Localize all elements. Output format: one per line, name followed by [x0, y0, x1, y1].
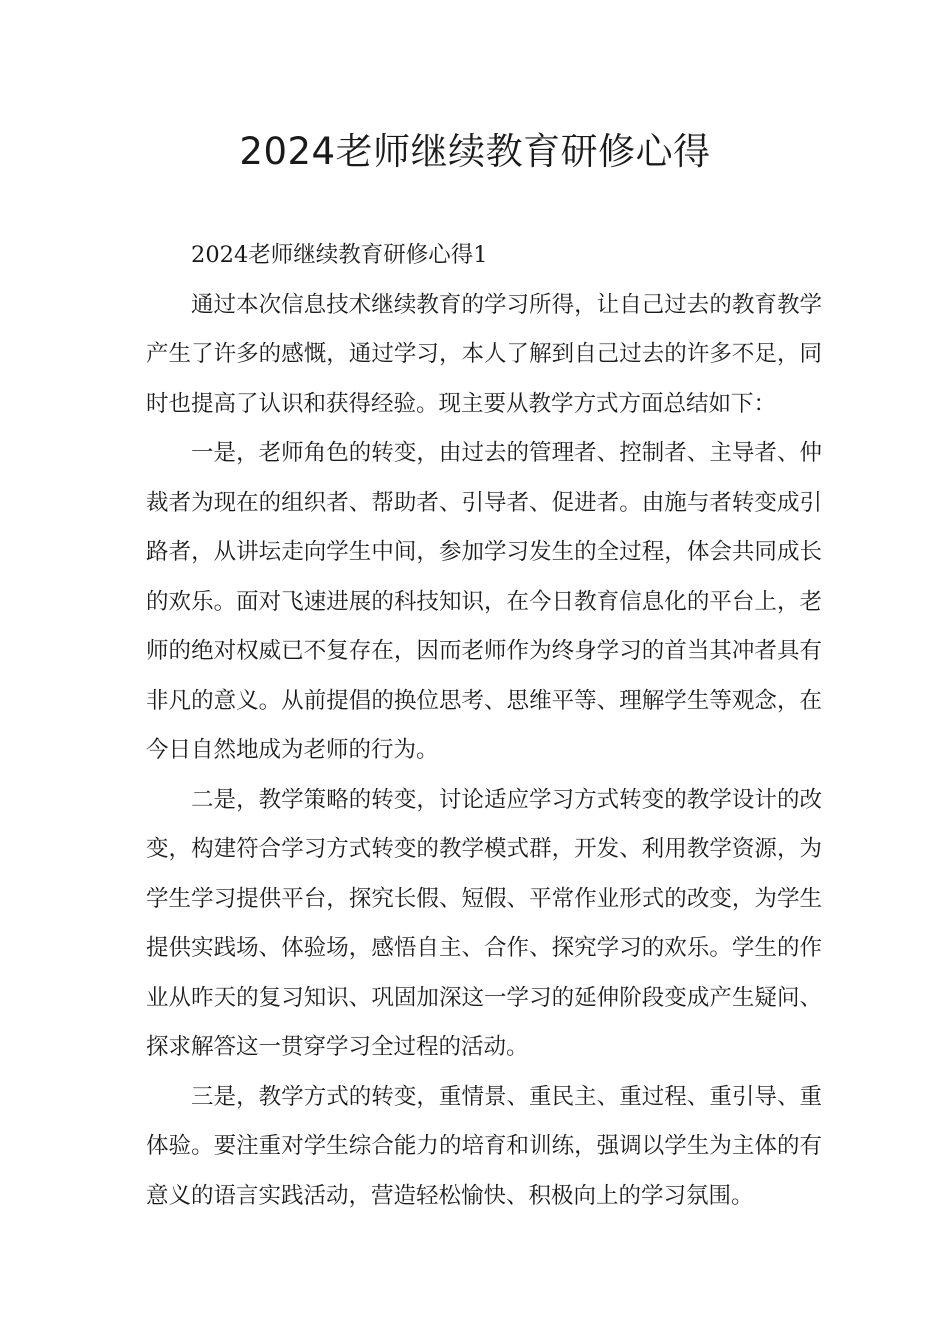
document-title: 2024老师继续教育研修心得	[239, 130, 711, 173]
paragraph-teaching-method: 三是，教学方式的转变，重情景、重民主、重过程、重引导、重体验。要注重对学生综合能力的培育和训练，强调以学生为主体的有意义的语言实践活动，营造轻松愉快、积极向上的学习氛围。	[146, 1083, 822, 1209]
paragraph-teacher-role: 一是，老师角色的转变，由过去的管理者、控制者、主导者、仲裁者为现在的组织者、帮助者、引导者、促进者。由施与者转变成引路者，从讲坛走向学生中间，参加学习发生的全过程，体会共同成长的欢乐。面对飞速进展的科技知识，在今日教育信息化的平台上，老师的绝对权威已不复存在，因而老师作为终身学习的首当其冲者具有非凡的意义。从前提倡的换位思考、思维平等、理解学生等观念，在今日自然地成为老师的行为。	[146, 440, 822, 763]
paragraph-teaching-strategy: 二是，教学策略的转变，讨论适应学习方式转变的教学设计的改变，构建符合学习方式转变的教学模式群，开发、利用教学资源，为学生学习提供平台，探究长假、短假、平常作业形式的改变，为学生提供实践场、体验场，感悟自主、合作、探究学习的欢乐。学生的作业从昨天的复习知识、巩固加深这一学习的延伸阶段变成产生疑问、探求解答这一贯穿学习全过程的活动。	[146, 786, 822, 1060]
section-heading: 2024老师继续教育研修心得1	[191, 242, 488, 268]
paragraph-intro: 通过本次信息技术继续教育的学习所得，让自己过去的教育教学产生了许多的感慨，通过学习，本人了解到自己过去的许多不足，同时也提高了认识和获得经验。现主要从教学方式方面总结如下：	[146, 291, 822, 417]
document-body	[146, 231, 822, 1221]
